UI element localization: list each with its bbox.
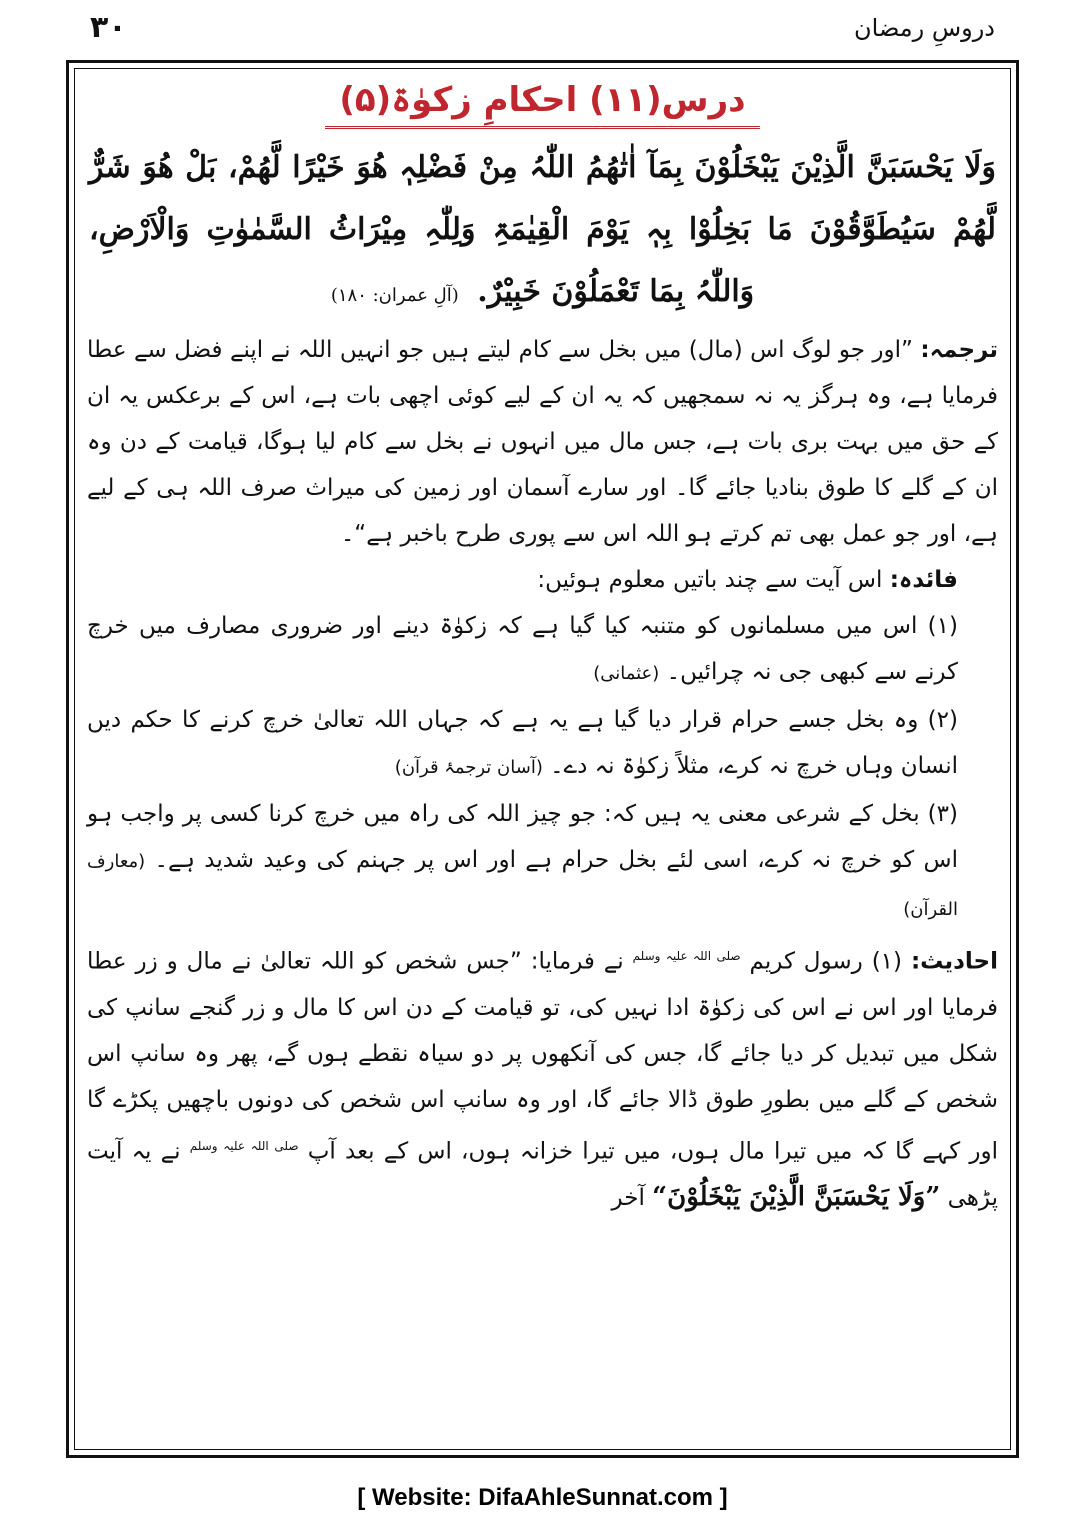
hadith-part-2: نے فرمایا: ”جس شخص کو اللہ تعالیٰ نے مال و زر عطا فرمایا اور اس نے اس کی زکوٰۃ ادا نہیں کی، تو قیامت کے دن اس کا مال و زر گنجے سانپ کی شکل میں تبدیل کر دیا جائے گا، جس کی آنکھوں پر دو سیاہ نقطے ہوں گے، پھر وہ سانپ اس شخص کے گلے میں بطورِ طوق ڈالا جائے گا، اور وہ سانپ اس شخص کی دونوں باچھیں پکڑے گا اور کہے گا کہ میں تیرا مال ہوں، میں تیرا خزانہ ہوں، اس کے بعد آپ [87, 948, 999, 1165]
page-frame [66, 60, 1019, 1458]
point-2-text: (۲) وہ بخل جسے حرام قرار دیا گیا ہے یہ ہے کہ جہاں اللہ تعالیٰ خرچ کرنے کا حکم دیں انسان وہاں خرچ نہ کرے، مثلاً زکوٰۃ نہ دے۔ [87, 707, 958, 779]
point-1-source: (عثمانی) [593, 663, 660, 684]
page-content [83, 77, 1002, 1441]
translation-paragraph [87, 327, 998, 557]
point-1 [87, 603, 998, 697]
benefit-heading [87, 557, 998, 603]
hadith-verse: ”وَلَا یَحْسَبَنَّ الَّذِیْنَ یَبْخَلُوْنَ“ [652, 1182, 941, 1213]
website-footer: [ Website: DifaAhleSunnat.com ] [357, 1484, 728, 1511]
benefit-label: فائدہ: [889, 567, 958, 593]
honorific-2: صلی اللہ علیہ وسلم [189, 1138, 299, 1153]
hadith-paragraph [87, 933, 998, 1221]
point-1-text: (۱) اس میں مسلمانوں کو متنبہ کیا گیا ہے کہ زکوٰۃ دینے اور ضروری مصارف میں خرچ کرنے سے کبھی جی نہ چرائیں۔ [87, 613, 958, 685]
lesson-title-wrap [83, 79, 1002, 129]
hadith-label: احادیث: [910, 948, 999, 975]
page-frame-inner [74, 68, 1011, 1450]
translation-text: ”اور جو لوگ اس (مال) میں بخل سے کام لیتے ہیں جو انہیں اللہ نے اپنے فضل سے عطا فرمایا ہے، وہ ہرگز یہ نہ سمجھیں کہ یہ ان کے لیے کوئی اچھی بات ہے، اس کے برعکس یہ ان کے حق میں بہت بری بات ہے، جس مال میں انہوں نے بخل سے کام لیا ہوگا، قیامت کے دن وہ ان کے گلے کا طوق بنادیا جائے گا۔ اور سارے آسمان اور زمین کی میراث صرف اللہ ہی کے لیے ہے، اور جو عمل بھی تم کرتے ہو اللہ اس سے پوری طرح باخبر ہے“۔ [87, 337, 998, 547]
verse-reference: (آلِ عمران: ۱۸۰) [330, 285, 459, 306]
hadith-part-3: نے یہ آیت پڑھی [87, 1138, 998, 1212]
point-2 [87, 697, 998, 791]
point-3-text: (۳) بخل کے شرعی معنی یہ ہیں کہ: جو چیز اللہ کی راہ میں خرچ کرنا کسی پر واجب ہو اس کو خرچ نہ کرے، اسی لئے بخل حرام ہے اور اس پر جہنم کی وعید شدید ہے۔ [87, 801, 958, 873]
point-3 [87, 791, 998, 933]
benefit-intro: اس آیت سے چند باتیں معلوم ہوئیں: [537, 567, 883, 593]
page-number: ۳۰ [90, 10, 127, 45]
lesson-title: درس(۱۱) احکامِ زکوٰۃ(۵) [325, 79, 759, 129]
honorific-1: صلی اللہ علیہ وسلم [632, 949, 741, 963]
running-title: دروسِ رمضان [854, 14, 995, 42]
hadith-end: آخر [611, 1185, 645, 1212]
quran-verse [89, 137, 996, 327]
point-3-source: (معارف القرآن) [87, 851, 958, 920]
hadith-part-1: (۱) رسول کریم [749, 948, 903, 975]
translation-label: ترجمہ: [920, 337, 999, 363]
verse-text: وَلَا یَحْسَبَنَّ الَّذِیْنَ یَبْخَلُوْنَ بِمَآ اٰتٰھُمُ اللّٰہُ مِنْ فَضْلِہٖ ھُوَ خَیْرًا لَّھُمْ، بَلْ ھُوَ شَرٌّ لَّھُمْ سَیُطَوَّقُوْنَ مَا بَخِلُوْا بِہٖ یَوْمَ الْقِیٰمَۃِ وَلِلّٰہِ مِیْرَاثُ السَّمٰوٰتِ وَالْاَرْضِ، وَاللّٰہُ بِمَا تَعْمَلُوْنَ خَبِیْرٌ. [89, 150, 997, 309]
page-header [70, 10, 1015, 50]
point-2-source: (آسان ترجمۂ قرآن) [394, 757, 543, 778]
